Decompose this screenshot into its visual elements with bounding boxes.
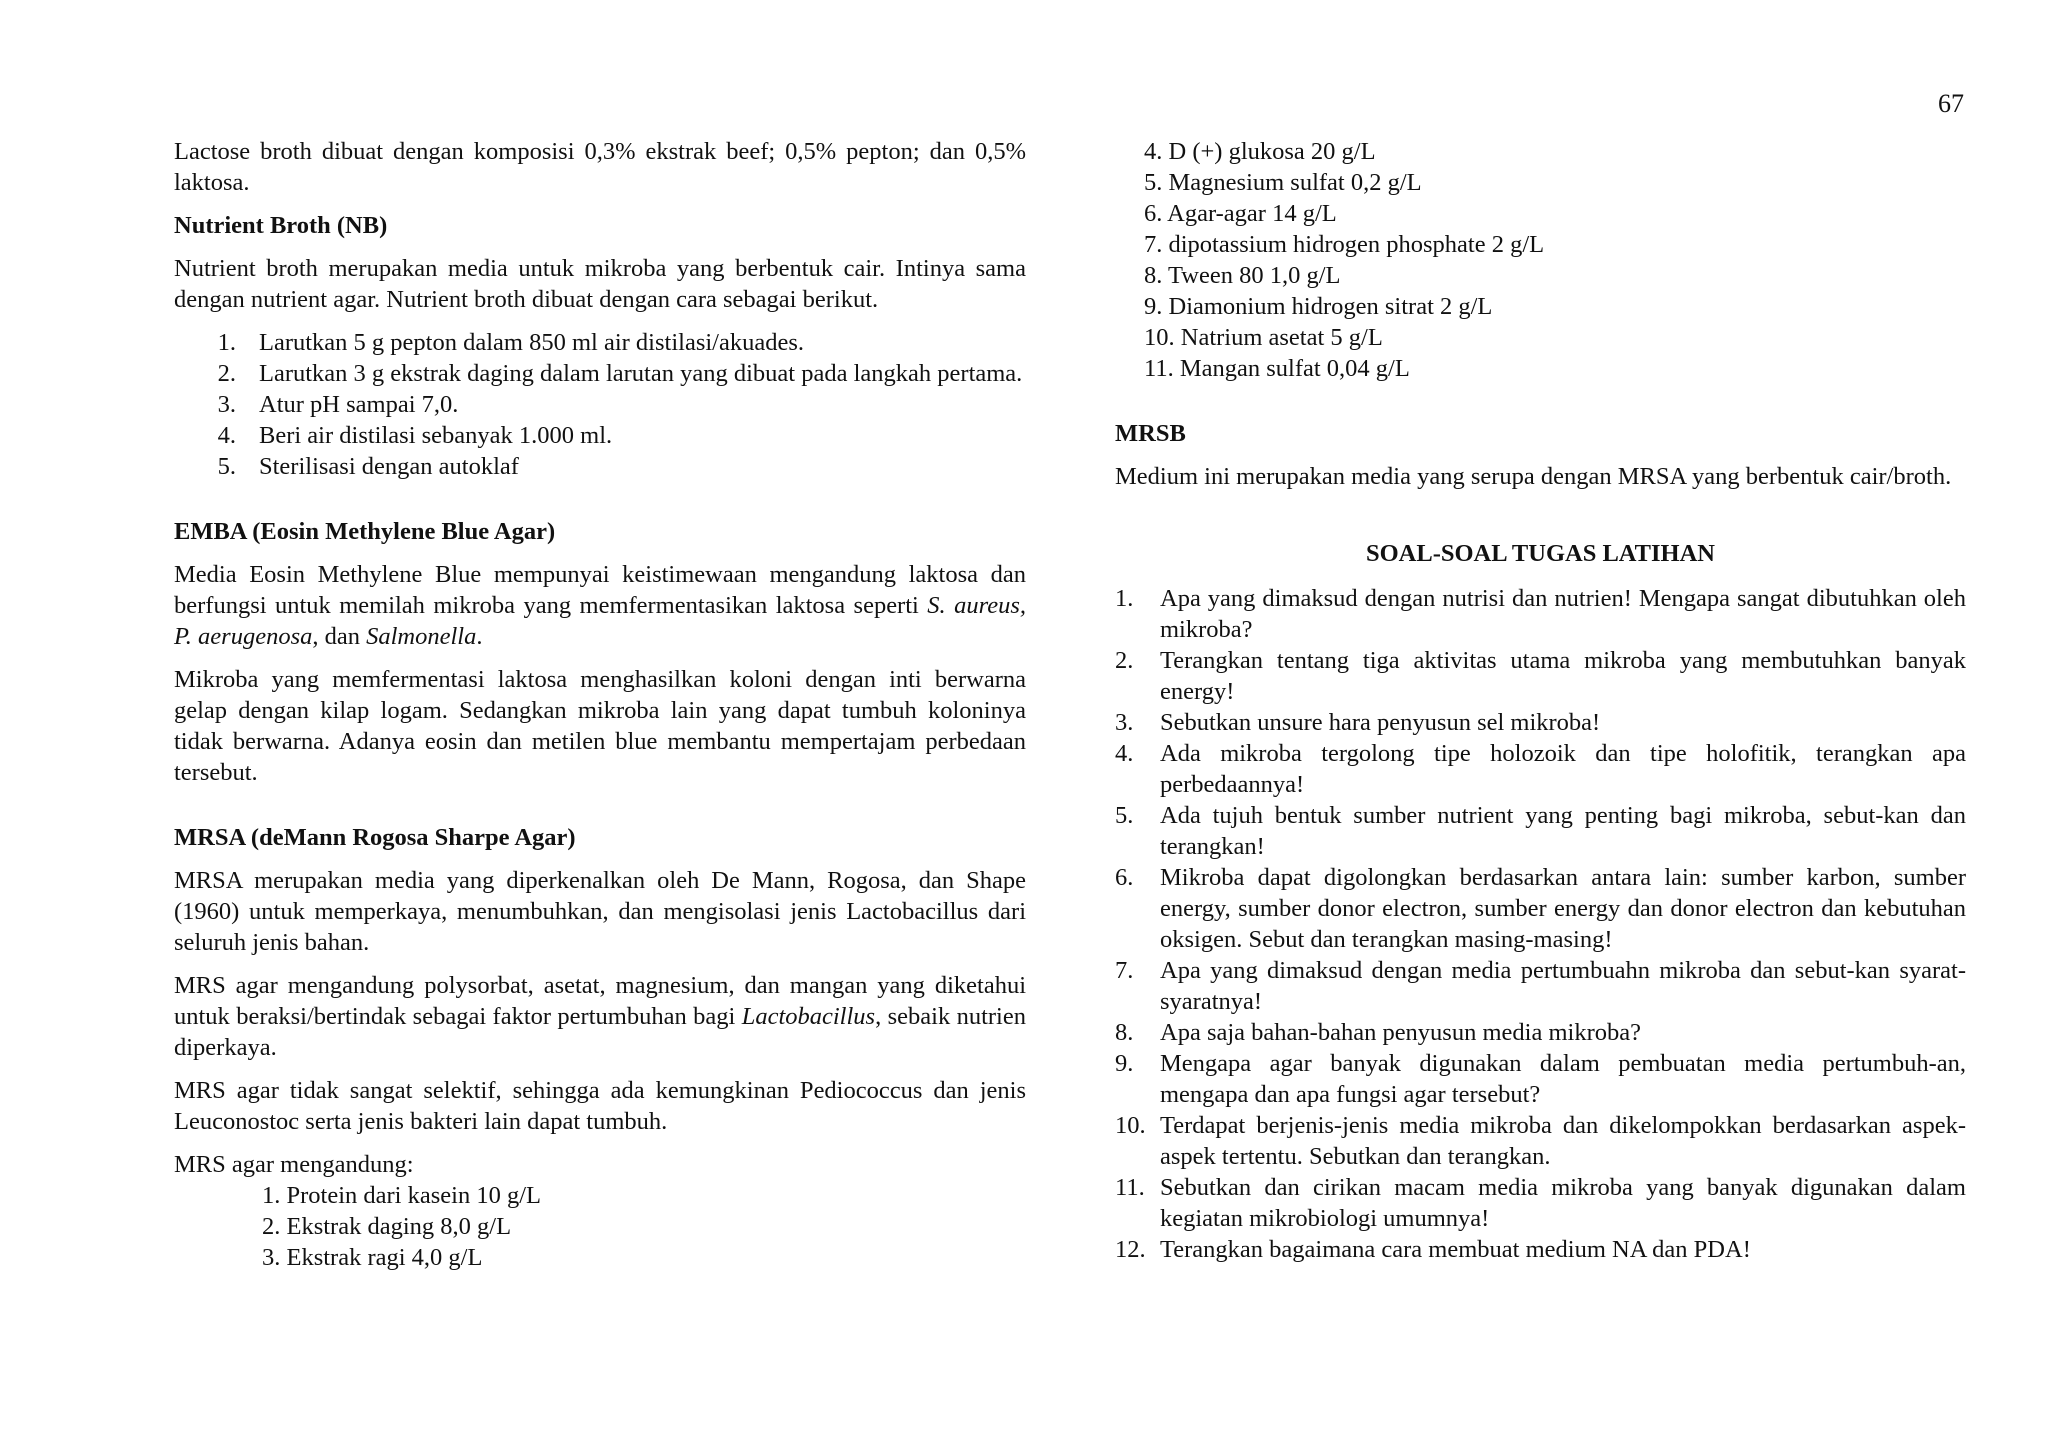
mrs-composition-list-continued xyxy=(1115,136,1966,384)
list-item: 5. Ada tujuh bentuk sumber nutrient yang penting bagi mikroba, sebut-kan dan terangkan! xyxy=(1115,802,1966,860)
left-column xyxy=(174,136,1026,1273)
list-item: 1. Larutkan 5 g pepton dalam 850 ml air distilasi/akuades. xyxy=(217,329,804,356)
exercises-heading: SOAL-SOAL TUGAS LATIHAN xyxy=(1366,540,1715,567)
mrs-contains-label: MRS agar mengandung: xyxy=(174,1151,414,1178)
exercises-list xyxy=(1115,583,1966,1265)
list-item: 5. Magnesium sulfat 0,2 g/L xyxy=(1144,169,1422,196)
list-item: 1. Apa yang dimaksud dengan nutrisi dan nutrien! Mengapa sangat dibutuhkan oleh mikroba? xyxy=(1115,585,1966,643)
nb-heading: Nutrient Broth (NB) xyxy=(174,212,388,239)
list-item: 3. Sebutkan unsure hara penyusun sel mikroba! xyxy=(1115,709,1601,736)
mrs-composition-list xyxy=(174,1180,1026,1273)
list-item: 4. Ada mikroba tergolong tipe holozoik dan tipe holofitik, terangkan apa perbedaannya! xyxy=(1115,740,1966,798)
list-item: 2. Ekstrak daging 8,0 g/L xyxy=(262,1213,512,1240)
list-item: 12. Terangkan bagaimana cara membuat medium NA dan PDA! xyxy=(1115,1236,1751,1263)
list-item: 1. Protein dari kasein 10 g/L xyxy=(262,1182,541,1209)
mrsa-paragraph-3: MRS agar tidak sangat selektif, sehingga ada kemungkinan Pediococcus dan jenis Leuconostoc serta jenis bakteri lain dapat tumbuh. xyxy=(174,1077,1026,1135)
list-item: 11. Mangan sulfat 0,04 g/L xyxy=(1144,355,1410,382)
nb-steps-list xyxy=(194,327,1026,482)
list-item: 6. Agar-agar 14 g/L xyxy=(1144,200,1337,227)
page-number: 67 xyxy=(1938,89,1964,118)
list-item: 8. Apa saja bahan-bahan penyusun media mikroba? xyxy=(1115,1019,1641,1046)
emba-paragraph-2: Mikroba yang memfermentasi laktosa menghasilkan koloni dengan inti berwarna gelap dengan kilap logam. Sedangkan mikroba lain yang dapat tumbuh koloninya tidak berwarna. Adanya eosin dan metilen blue membantu mempertajam perbedaan tersebut. xyxy=(174,666,1026,786)
mrsa-paragraph-2: MRS agar mengandung polysorbat, asetat, magnesium, dan mangan yang diketahui untuk beraksi/bertindak sebagai faktor pertumbuhan bagi Lactobacillus, sebaik nutrien diperkaya. xyxy=(174,972,1026,1061)
list-item: 9. Diamonium hidrogen sitrat 2 g/L xyxy=(1144,293,1493,320)
list-item: 2. Larutkan 3 g ekstrak daging dalam larutan yang dibuat pada langkah pertama. xyxy=(217,360,1023,387)
list-item: 10. Natrium asetat 5 g/L xyxy=(1144,324,1383,351)
list-item: 5. Sterilisasi dengan autoklaf xyxy=(217,453,519,480)
right-column xyxy=(1115,136,1966,1265)
mrsa-paragraph-1: MRSA merupakan media yang diperkenalkan oleh De Mann, Rogosa, dan Shape (1960) untuk memperkaya, menumbuhkan, dan mengisolasi jenis Lactobacillus dari seluruh jenis bahan. xyxy=(174,867,1026,956)
list-item: 9. Mengapa agar banyak digunakan dalam pembuatan media pertumbuh-an, mengapa dan apa fungsi agar tersebut? xyxy=(1115,1050,1966,1108)
list-item: 6. Mikroba dapat digolongkan berdasarkan antara lain: sumber karbon, sumber energy, sumber donor electron, sumber energy dan donor electron dan kebutuhan oksigen. Sebut dan terangkan masing-masing! xyxy=(1115,864,1966,953)
emba-heading: EMBA (Eosin Methylene Blue Agar) xyxy=(174,518,556,545)
nb-paragraph: Nutrient broth merupakan media untuk mikroba yang berbentuk cair. Intinya sama dengan nutrient agar. Nutrient broth dibuat dengan cara sebagai berikut. xyxy=(174,255,1026,313)
list-item: 3. Ekstrak ragi 4,0 g/L xyxy=(262,1244,483,1271)
mrsa-heading: MRSA (deMann Rogosa Sharpe Agar) xyxy=(174,824,576,851)
mrsb-heading: MRSB xyxy=(1115,420,1186,447)
list-item: 8. Tween 80 1,0 g/L xyxy=(1144,262,1341,289)
list-item: 4. Beri air distilasi sebanyak 1.000 ml. xyxy=(217,422,613,449)
lactose-broth-paragraph: Lactose broth dibuat dengan komposisi 0,3% ekstrak beef; 0,5% pepton; dan 0,5% laktosa. xyxy=(174,138,1026,196)
list-item: 7. dipotassium hidrogen phosphate 2 g/L xyxy=(1144,231,1545,258)
list-item: 10. Terdapat berjenis-jenis media mikroba dan dikelompokkan berdasarkan aspek-aspek tertentu. Sebutkan dan terangkan. xyxy=(1115,1112,1966,1170)
list-item: 3. Atur pH sampai 7,0. xyxy=(217,391,459,418)
emba-paragraph-1: Media Eosin Methylene Blue mempunyai keistimewaan mengandung laktosa dan berfungsi untuk memilah mikroba yang memfermentasikan laktosa seperti S. aureus, P. aerugenosa, dan Salmonella. xyxy=(174,561,1026,650)
mrsb-paragraph: Medium ini merupakan media yang serupa dengan MRSA yang berbentuk cair/broth. xyxy=(1115,463,1952,490)
list-item: 2. Terangkan tentang tiga aktivitas utama mikroba yang membutuhkan banyak energy! xyxy=(1115,647,1966,705)
list-item: 11. Sebutkan dan cirikan macam media mikroba yang banyak digunakan dalam kegiatan mikrobiologi umumnya! xyxy=(1115,1174,1966,1232)
list-item: 7. Apa yang dimaksud dengan media pertumbuahn mikroba dan sebut-kan syarat-syaratnya! xyxy=(1115,957,1966,1015)
list-item: 4. D (+) glukosa 20 g/L xyxy=(1144,138,1376,165)
